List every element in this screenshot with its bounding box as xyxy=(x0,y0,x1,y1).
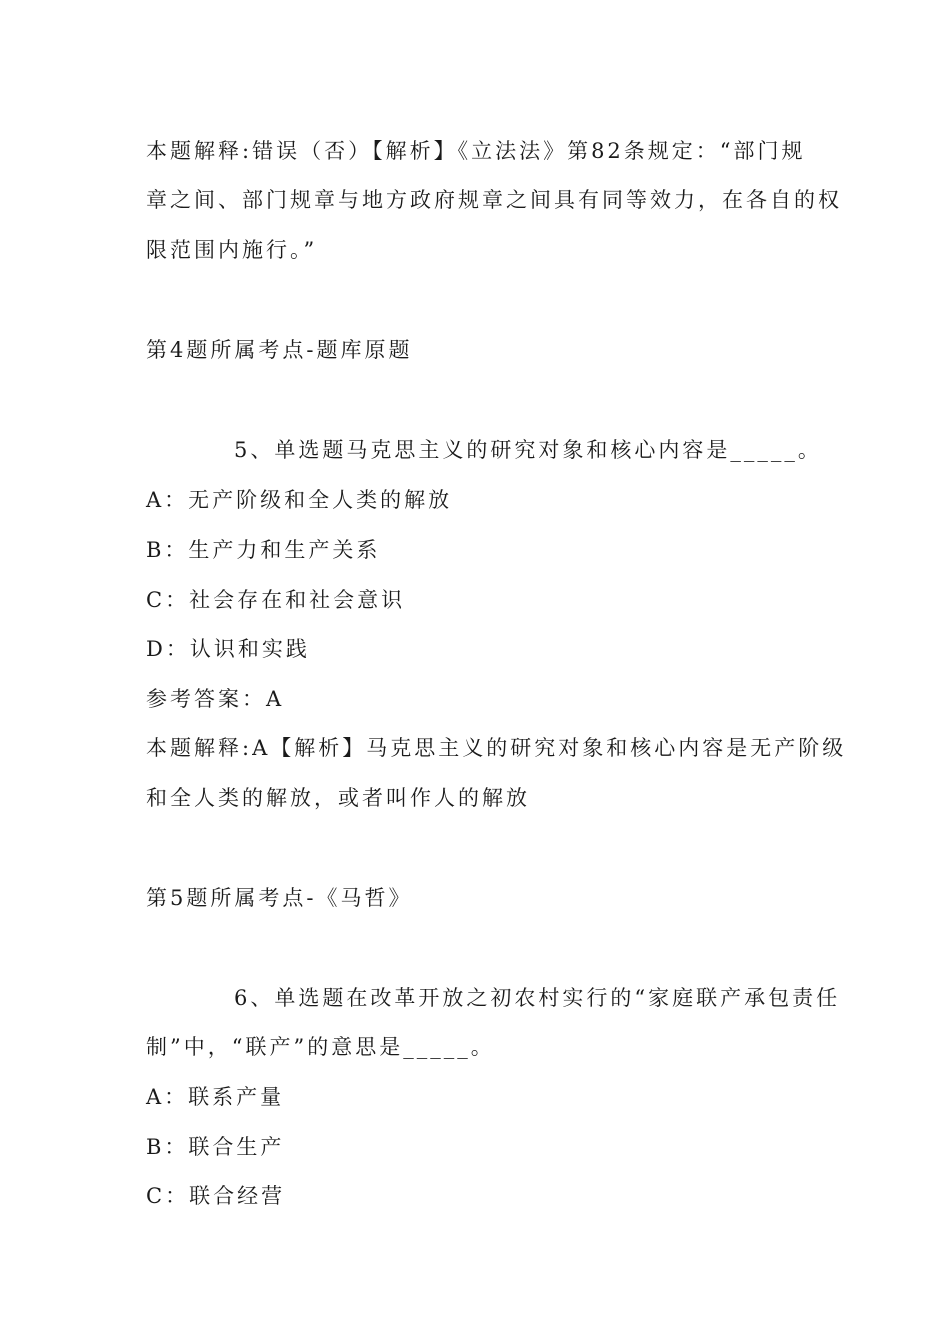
q5-explanation-line-2: 和全人类的解放，或者叫作人的解放 xyxy=(146,786,530,810)
q5-option-a: A：无产阶级和全人类的解放 xyxy=(146,488,453,512)
q4-explanation-line-1: 本题解释:错误（否）【解析】《立法法》第82条规定：“部门规 xyxy=(146,139,806,163)
q6-option-c: C：联合经营 xyxy=(146,1184,286,1208)
q6-option-a: A：联系产量 xyxy=(146,1085,285,1109)
q4-explanation-line-2: 章之间、部门规章与地方政府规章之间具有同等效力，在各自的权 xyxy=(146,188,842,212)
q5-topic: 第5题所属考点-《马哲》 xyxy=(146,886,413,910)
q6-option-b: B：联合生产 xyxy=(146,1135,285,1159)
q5-option-d: D：认识和实践 xyxy=(146,637,310,661)
q6-question-line-1: 6、单选题在改革开放之初农村实行的“家庭联产承包责任 xyxy=(234,986,841,1010)
q5-question: 5、单选题马克思主义的研究对象和核心内容是_____。 xyxy=(234,438,822,462)
q4-topic: 第4题所属考点-题库原题 xyxy=(146,338,413,362)
q4-explanation-line-3: 限范围内施行。” xyxy=(146,238,318,262)
q5-explanation-line-1: 本题解释:A【解析】马克思主义的研究对象和核心内容是无产阶级 xyxy=(146,736,847,760)
q5-answer: 参考答案：A xyxy=(146,687,285,711)
q5-option-c: C：社会存在和社会意识 xyxy=(146,588,406,612)
q6-question-line-2: 制”中，“联产”的意思是_____。 xyxy=(146,1035,495,1059)
q5-option-b: B：生产力和生产关系 xyxy=(146,538,381,562)
